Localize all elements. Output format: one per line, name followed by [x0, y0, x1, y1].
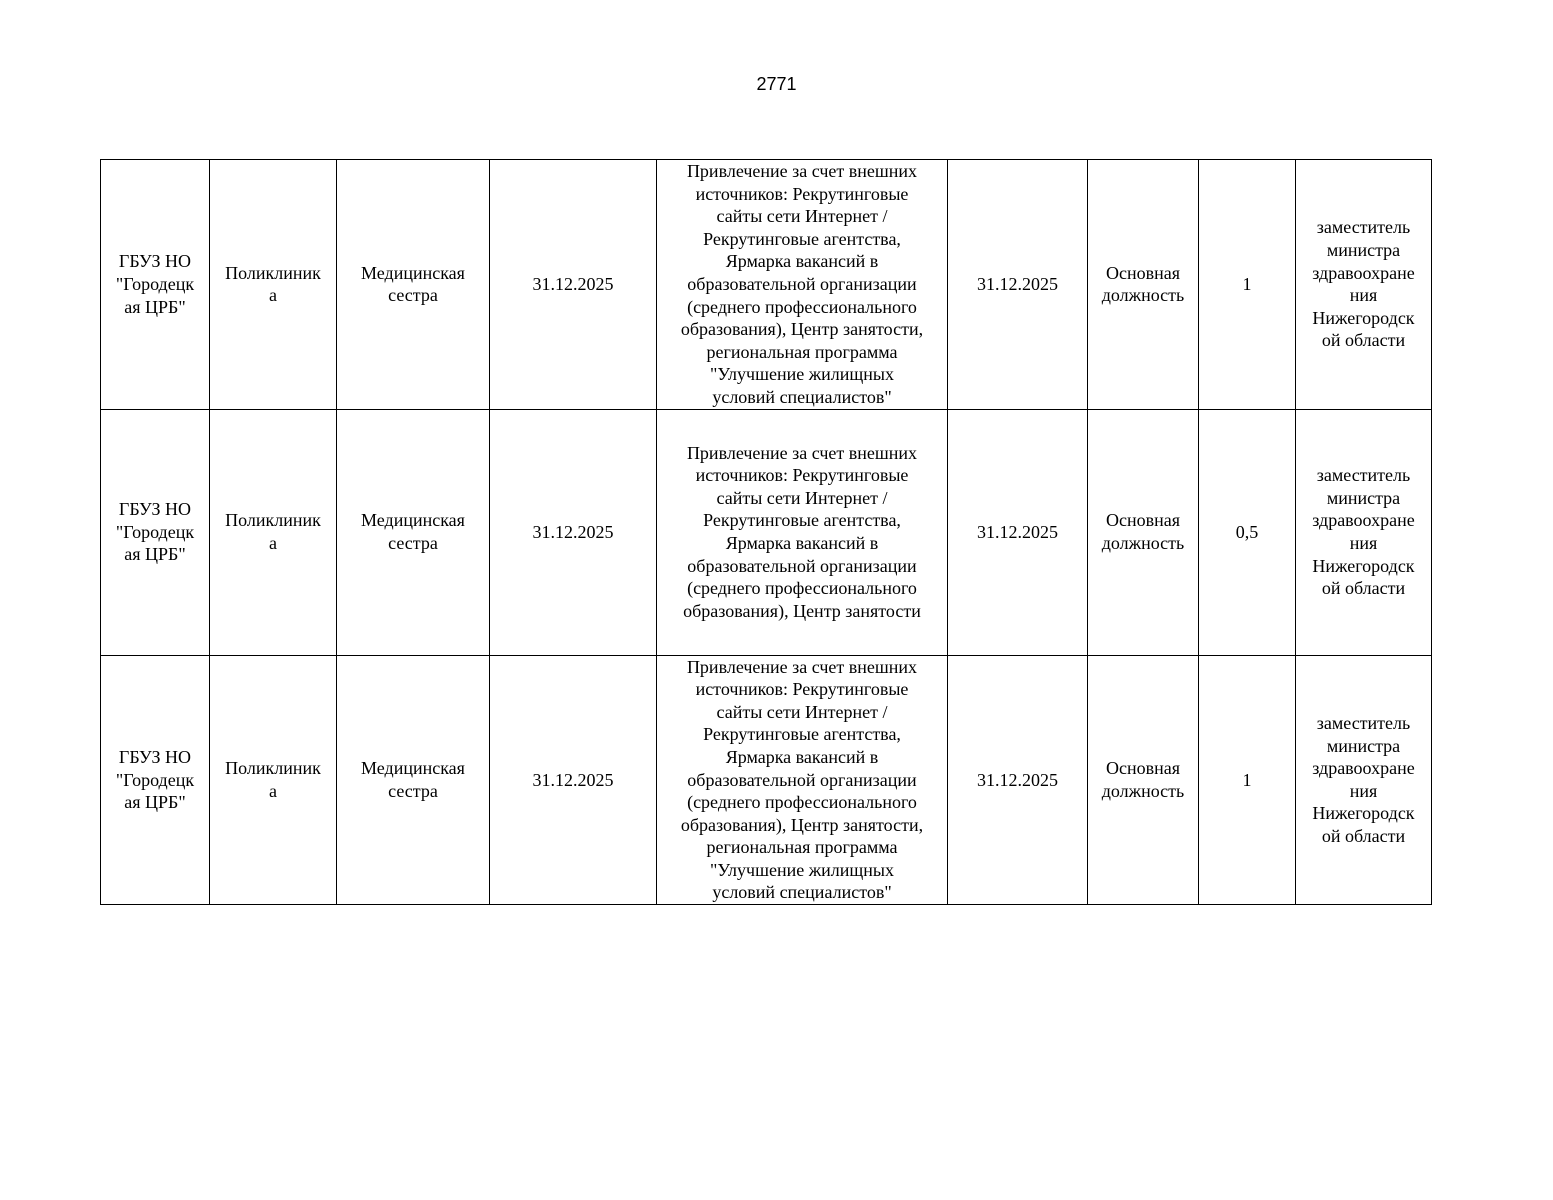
cell-deadline: 31.12.2025 — [948, 160, 1088, 410]
cell-organization: ГБУЗ НО "Городецк ая ЦРБ" — [101, 409, 210, 655]
table-row — [101, 160, 1432, 410]
cell-position: Медицинская сестра — [337, 409, 490, 655]
cell-rate: 1 — [1199, 160, 1296, 410]
table-row — [101, 409, 1432, 655]
cell-unit: Поликлиник а — [210, 409, 337, 655]
cell-responsible: заместитель министра здравоохране ния Нижегородск ой области — [1296, 409, 1432, 655]
cell-responsible: заместитель министра здравоохране ния Нижегородск ой области — [1296, 655, 1432, 905]
cell-organization: ГБУЗ НО "Городецк ая ЦРБ" — [101, 655, 210, 905]
cell-date: 31.12.2025 — [490, 655, 657, 905]
cell-deadline: 31.12.2025 — [948, 655, 1088, 905]
cell-date: 31.12.2025 — [490, 409, 657, 655]
cell-post-type: Основная должность — [1088, 160, 1199, 410]
cell-unit: Поликлиник а — [210, 160, 337, 410]
cell-organization: ГБУЗ НО "Городецк ая ЦРБ" — [101, 160, 210, 410]
staffing-table — [100, 159, 1432, 905]
cell-measures: Привлечение за счет внешних источников: Рекрутинговые сайты сети Интернет / Рекрутинговые агентства, Ярмарка вакансий в образовательной организации (среднего профессионального образования), Центр занятости, региональная программа "Улучшение жилищных условий специалистов" — [657, 655, 948, 905]
cell-post-type: Основная должность — [1088, 655, 1199, 905]
cell-position: Медицинская сестра — [337, 655, 490, 905]
cell-unit: Поликлиник а — [210, 655, 337, 905]
cell-post-type: Основная должность — [1088, 409, 1199, 655]
cell-rate: 1 — [1199, 655, 1296, 905]
cell-rate: 0,5 — [1199, 409, 1296, 655]
cell-measures: Привлечение за счет внешних источников: Рекрутинговые сайты сети Интернет / Рекрутинговые агентства, Ярмарка вакансий в образовательной организации (среднего профессионального образования), Центр занятости — [657, 409, 948, 655]
page-number: 2771 — [756, 74, 797, 94]
cell-responsible: заместитель министра здравоохране ния Нижегородск ой области — [1296, 160, 1432, 410]
cell-position: Медицинская сестра — [337, 160, 490, 410]
table-row — [101, 655, 1432, 905]
cell-deadline: 31.12.2025 — [948, 409, 1088, 655]
cell-measures: Привлечение за счет внешних источников: Рекрутинговые сайты сети Интернет / Рекрутинговые агентства, Ярмарка вакансий в образовательной организации (среднего профессионального образования), Центр занятости, региональная программа "Улучшение жилищных условий специалистов" — [657, 160, 948, 410]
cell-date: 31.12.2025 — [490, 160, 657, 410]
